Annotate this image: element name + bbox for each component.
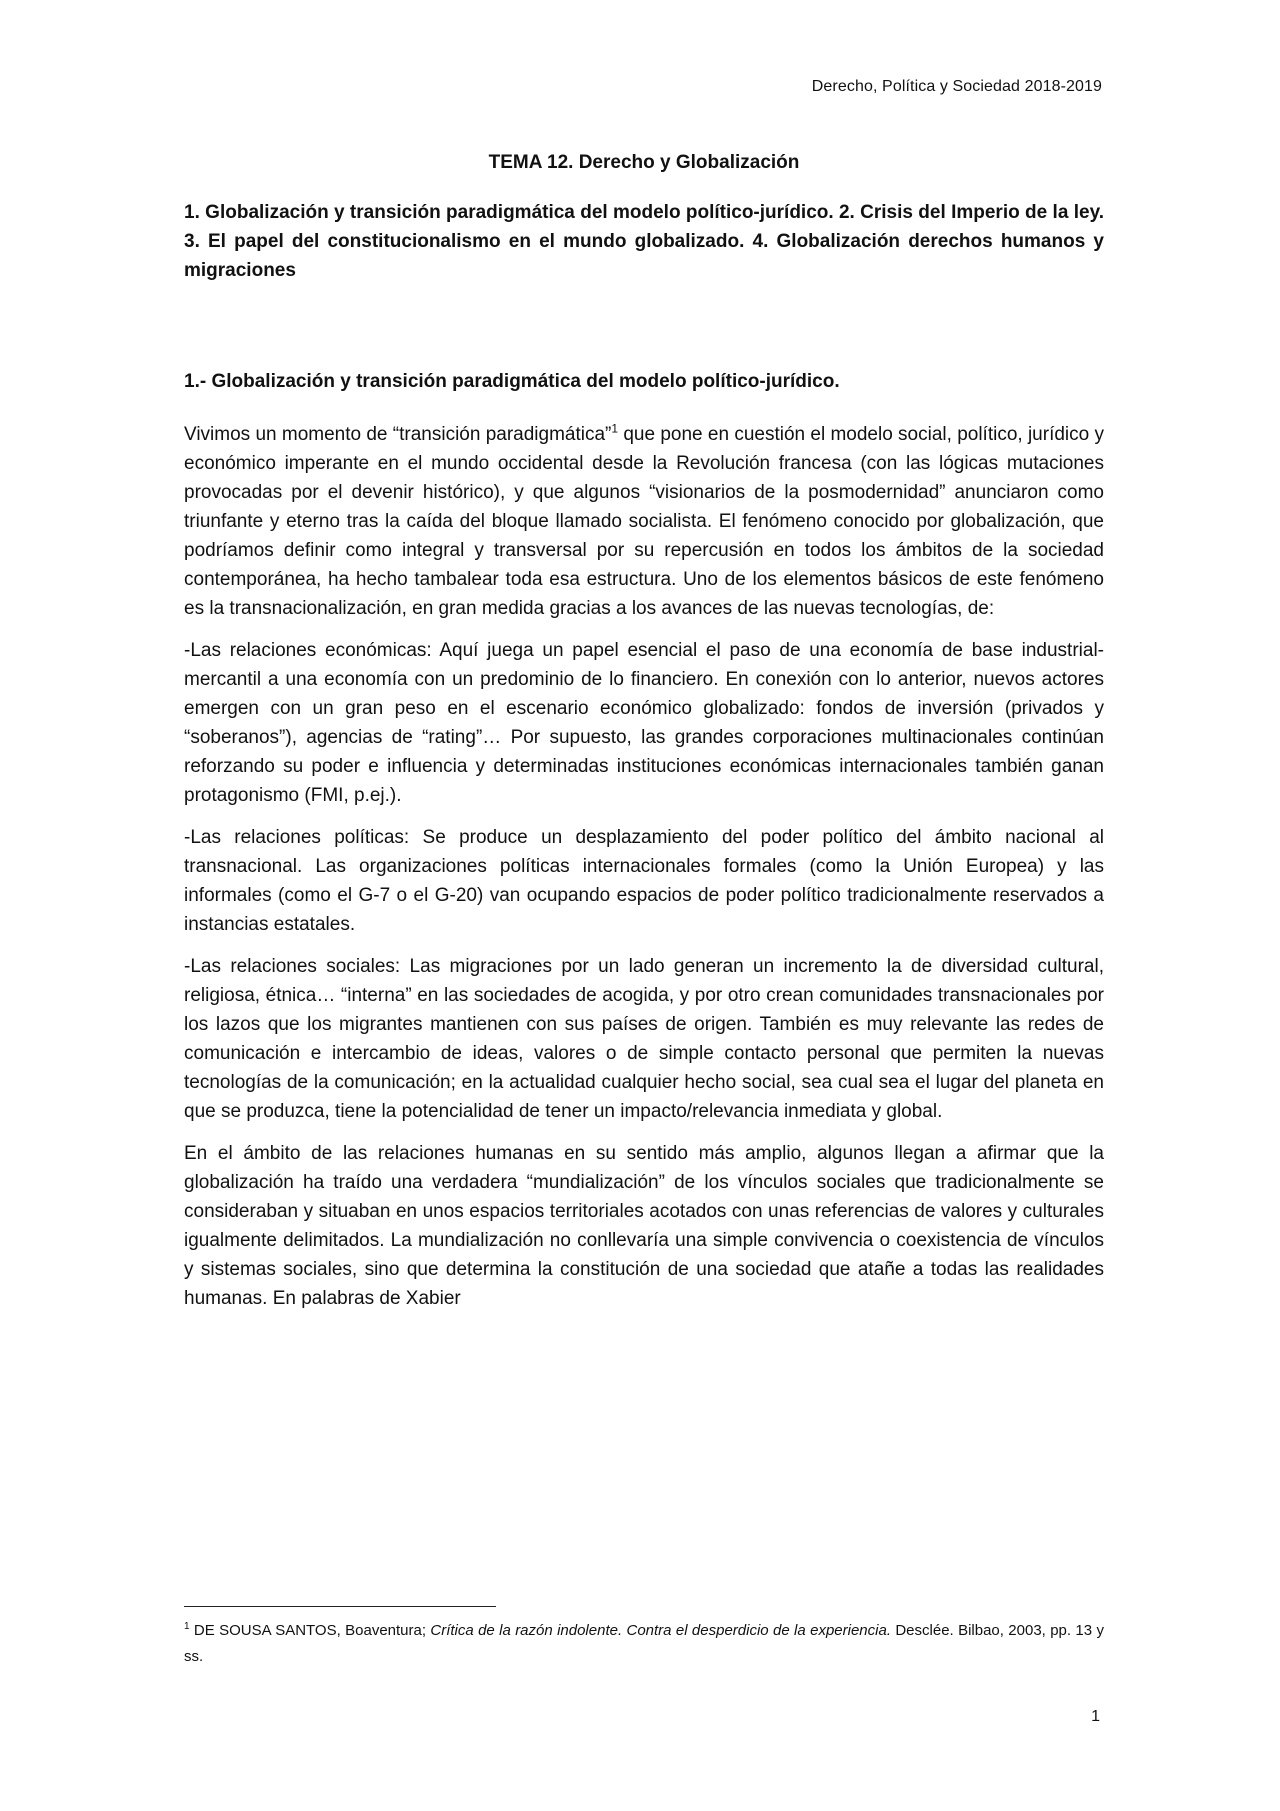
document-title: TEMA 12. Derecho y Globalización <box>488 152 800 173</box>
paragraph-economic-relations: -Las relaciones económicas: Aquí juega un papel esencial el paso de una economía de base industrial-mercantil a una economía con un predominio de lo financiero. En conexión con lo anterior, nuevos actores emergen con un gran peso en el escenario económico globalizado: fondos de inversión (privados y “soberanos”), agencias de “rating”… Por supuesto, las grandes corporaciones multinacionales continúan reforzando su poder e influencia y determinadas instituciones económicas internacionales también ganan protagonismo (FMI, p.ej.). <box>184 640 1104 806</box>
footnote-author: DE SOUSA SANTOS, Boaventura; <box>189 1622 431 1639</box>
footnote-work-title: Crítica de la razón indolente. Contra el desperdicio de la experiencia. <box>430 1622 891 1639</box>
paragraph-human-relations: En el ámbito de las relaciones humanas en su sentido más amplio, algunos llegan a afirmar que la globalización ha traído una verdadera “mundialización” de los vínculos sociales que tradicionalmente se consideraban y situaban en unos espacios territoriales acotados con unas referencias de valores y culturales igualmente delimitados. La mundialización no conllevaría una simple convivencia o coexistencia de vínculos y sistemas sociales, sino que determina la constitución de una sociedad que atañe a todas las realidades humanas. En palabras de Xabier <box>184 1143 1104 1309</box>
document-body <box>184 152 1104 1326</box>
footnote-number: 1 <box>184 1621 190 1632</box>
intro-text-start: Vivimos un momento de “transición paradigmática” <box>184 424 612 445</box>
page-number: 1 <box>1091 1708 1100 1725</box>
topics-summary: 1. Globalización y transición paradigmática del modelo político-jurídico. 2. Crisis del Imperio de la ley. 3. El papel del constitucionalismo en el mundo globalizado. 4. Globalización derechos humanos y migraciones <box>184 202 1104 281</box>
paragraph-political-relations: -Las relaciones políticas: Se produce un desplazamiento del poder político del ámbito nacional al transnacional. Las organizaciones políticas internacionales formales (como la Unión Europea) y las informales (como el G-7 o el G-20) van ocupando espacios de poder político tradicionalmente reservados a instancias estatales. <box>184 827 1104 935</box>
intro-paragraph <box>184 420 1104 623</box>
footnote-reference: 1 <box>611 421 619 436</box>
footnote-divider <box>184 1606 496 1607</box>
running-header: Derecho, Política y Sociedad 2018-2019 <box>811 78 1102 95</box>
section-heading: 1.- Globalización y transición paradigmática del modelo político-jurídico. <box>184 371 840 392</box>
paragraph-social-relations: -Las relaciones sociales: Las migraciones por un lado generan un incremento la de diversidad cultural, religiosa, étnica… “interna” en las sociedades de acogida, y por otro crean comunidades transnacionales por los lazos que los migrantes mantienen con sus países de origen. También es muy relevante las redes de comunicación e intercambio de ideas, valores o de simple contacto personal que permiten la nuevas tecnologías de la comunicación; en la actualidad cualquier hecho social, sea cual sea el lugar del planeta en que se produzca, tiene la potencialidad de tener un impacto/relevancia inmediata y global. <box>184 956 1104 1122</box>
footnote <box>184 1618 1104 1670</box>
intro-text-end: que pone en cuestión el modelo social, político, jurídico y económico imperante en el mundo occidental desde la Revolución francesa (con las lógicas mutaciones provocadas por el devenir histórico), y que algunos “visionarios de la posmodernidad” anunciaron como triunfante y eterno tras la caída del bloque llamado socialista. El fenómeno conocido por globalización, que podríamos definir como integral y transversal por su repercusión en todos los ámbitos de la sociedad contemporánea, ha hecho tambalear toda esa estructura. Uno de los elementos básicos de este fenómeno es la transnacionalización, en gran medida gracias a los avances de las nuevas tecnologías, de: <box>184 424 1104 619</box>
footnote-publication: Desclée. Bilbao, 2003, pp. 13 y ss. <box>184 1622 1104 1665</box>
